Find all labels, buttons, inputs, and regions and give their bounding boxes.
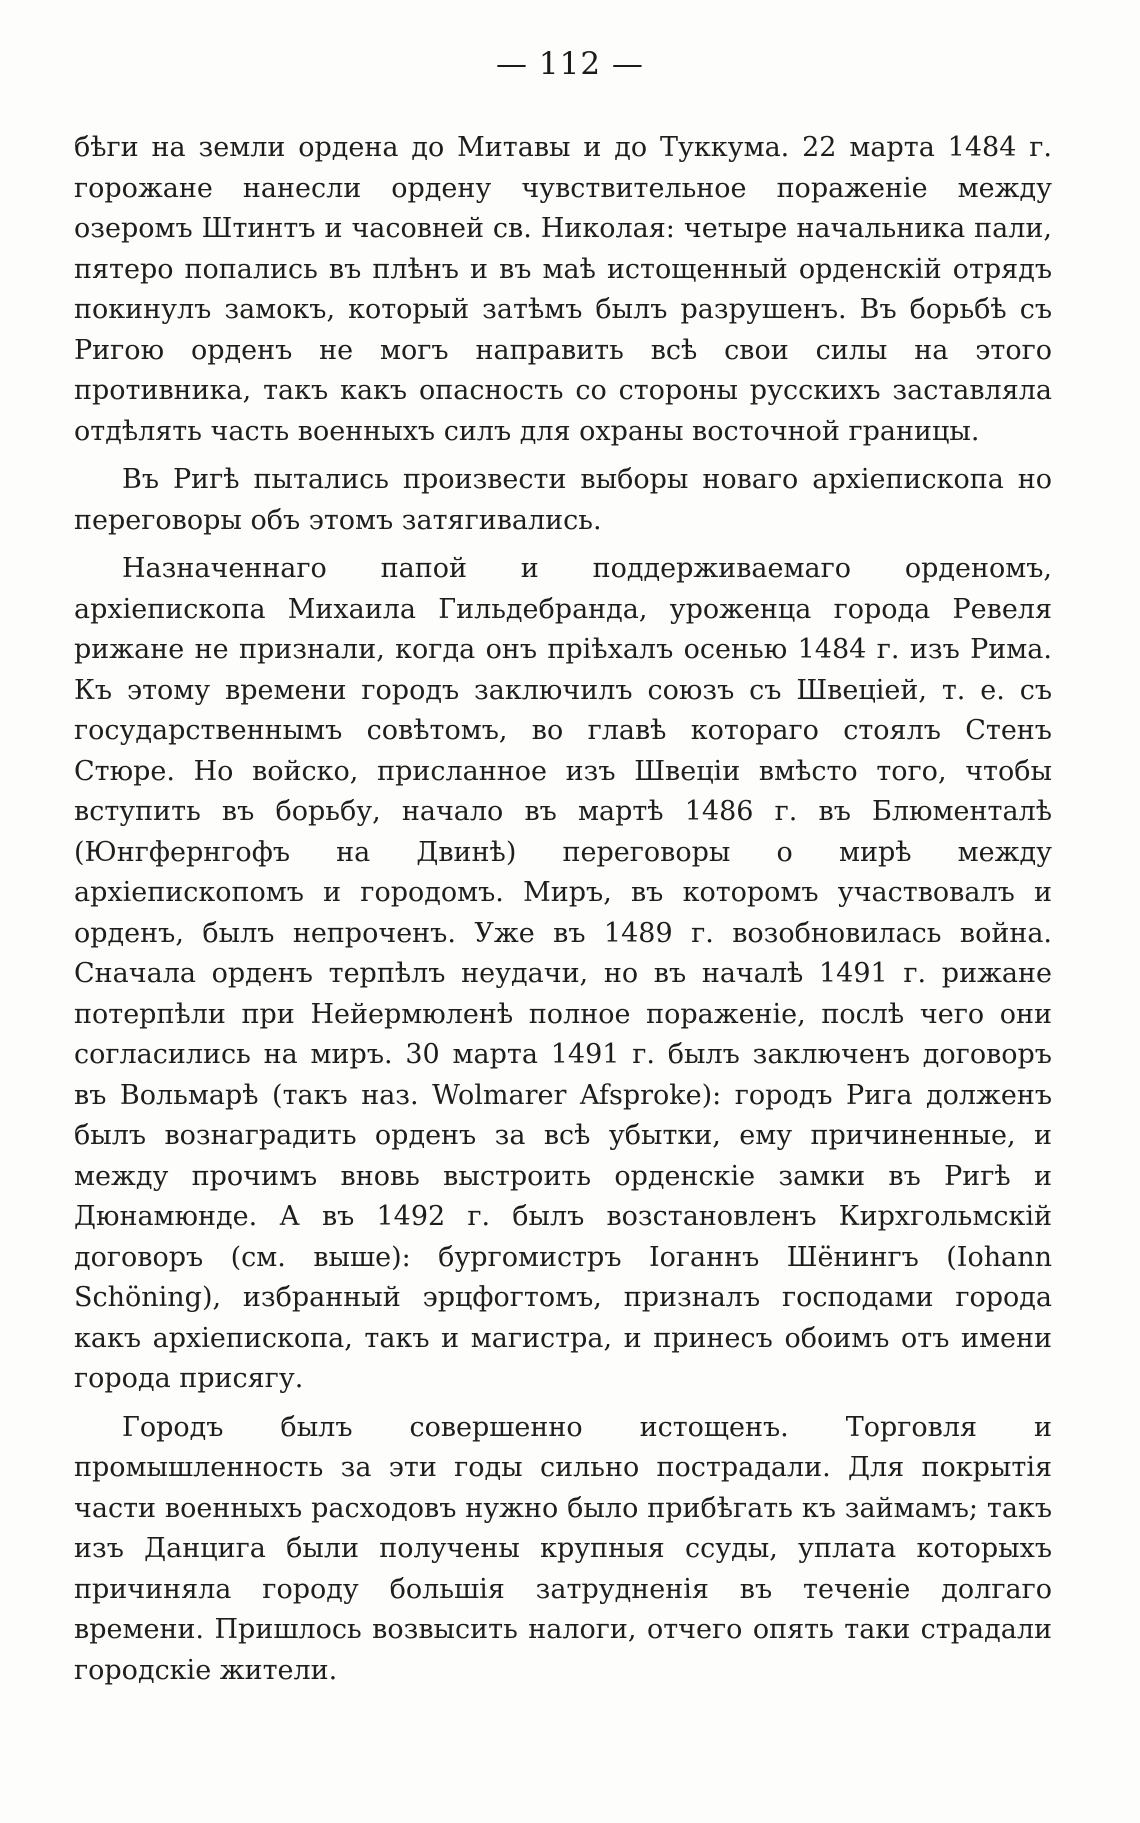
body-text (74, 128, 1052, 1699)
paragraph: бѣги на земли ордена до Митавы и до Туккума. 22 марта 1484 г. горожане нанесли ордену чувствительное пораженіе между озеромъ Штинтъ и часовней св. Николая: четыре начальника пали, пятеро попались въ плѣнъ и въ маѣ истощенный орденскій отрядъ покинулъ замокъ, который затѣмъ былъ разрушенъ. Въ борьбѣ съ Ригою орденъ не могъ направить всѣ свои силы на этого противника, такъ какъ опасность со стороны русскихъ заставляла отдѣлять часть военныхъ силъ для охраны восточной границы. (74, 132, 1052, 447)
paragraph: Назначеннаго папой и поддерживаемаго орденомъ, архіепископа Михаила Гильдебранда, уроженца города Ревеля рижане не признали, когда онъ пріѣхалъ осенью 1484 г. изъ Рима. Къ этому времени городъ заключилъ союзъ съ Швеціей, т. е. съ государственнымъ совѣтомъ, во главѣ котораго стоялъ Стенъ Стюре. Но войско, присланное изъ Швеціи вмѣсто того, чтобы вступить въ борьбу, начало въ мартѣ 1486 г. въ Блюменталѣ (Юнгфернгофъ на Двинѣ) переговоры о мирѣ между архіепископомъ и городомъ. Миръ, въ которомъ участвовалъ и орденъ, былъ непроченъ. Уже въ 1489 г. возобновилась война. Сначала орденъ терпѣлъ неудачи, но въ началѣ 1491 г. рижане потерпѣли при Нейермюленѣ полное пораженіе, послѣ чего они согласились на миръ. 30 марта 1491 г. былъ заключенъ договоръ въ Вольмарѣ (такъ наз. Wolmarer Afsproke): городъ Рига долженъ былъ вознаградить орденъ за всѣ убытки, ему причиненные, и между прочимъ вновь выстроить орденскіе замки въ Ригѣ и Дюнамюнде. А въ 1492 г. былъ возстановленъ Кирхгольмскій договоръ (см. выше): бургомистръ Іоганнъ Шёнингъ (Iohann Schöning), избранный эрцфогтомъ, призналъ господами города какъ архіепископа, такъ и магистра, и принесъ обоимъ отъ имени города присягу. (74, 553, 1052, 1394)
paragraph: Городъ былъ совершенно истощенъ. Торговля и промышленность за эти годы сильно пострадали. Для покрытія части военныхъ расходовъ нужно было прибѣгать къ займамъ; такъ изъ Данцига были получены крупныя ссуды, уплата которыхъ причиняла городу большія затрудненія въ теченіе долгаго времени. Пришлось возвысить налоги, отчего опять таки страдали городскіе жители. (74, 1411, 1052, 1686)
paragraph: Въ Ригѣ пытались произвести выборы новаго архіепископа но переговоры объ этомъ затягивались. (74, 464, 1052, 536)
page-number: — 112 — (496, 46, 644, 82)
